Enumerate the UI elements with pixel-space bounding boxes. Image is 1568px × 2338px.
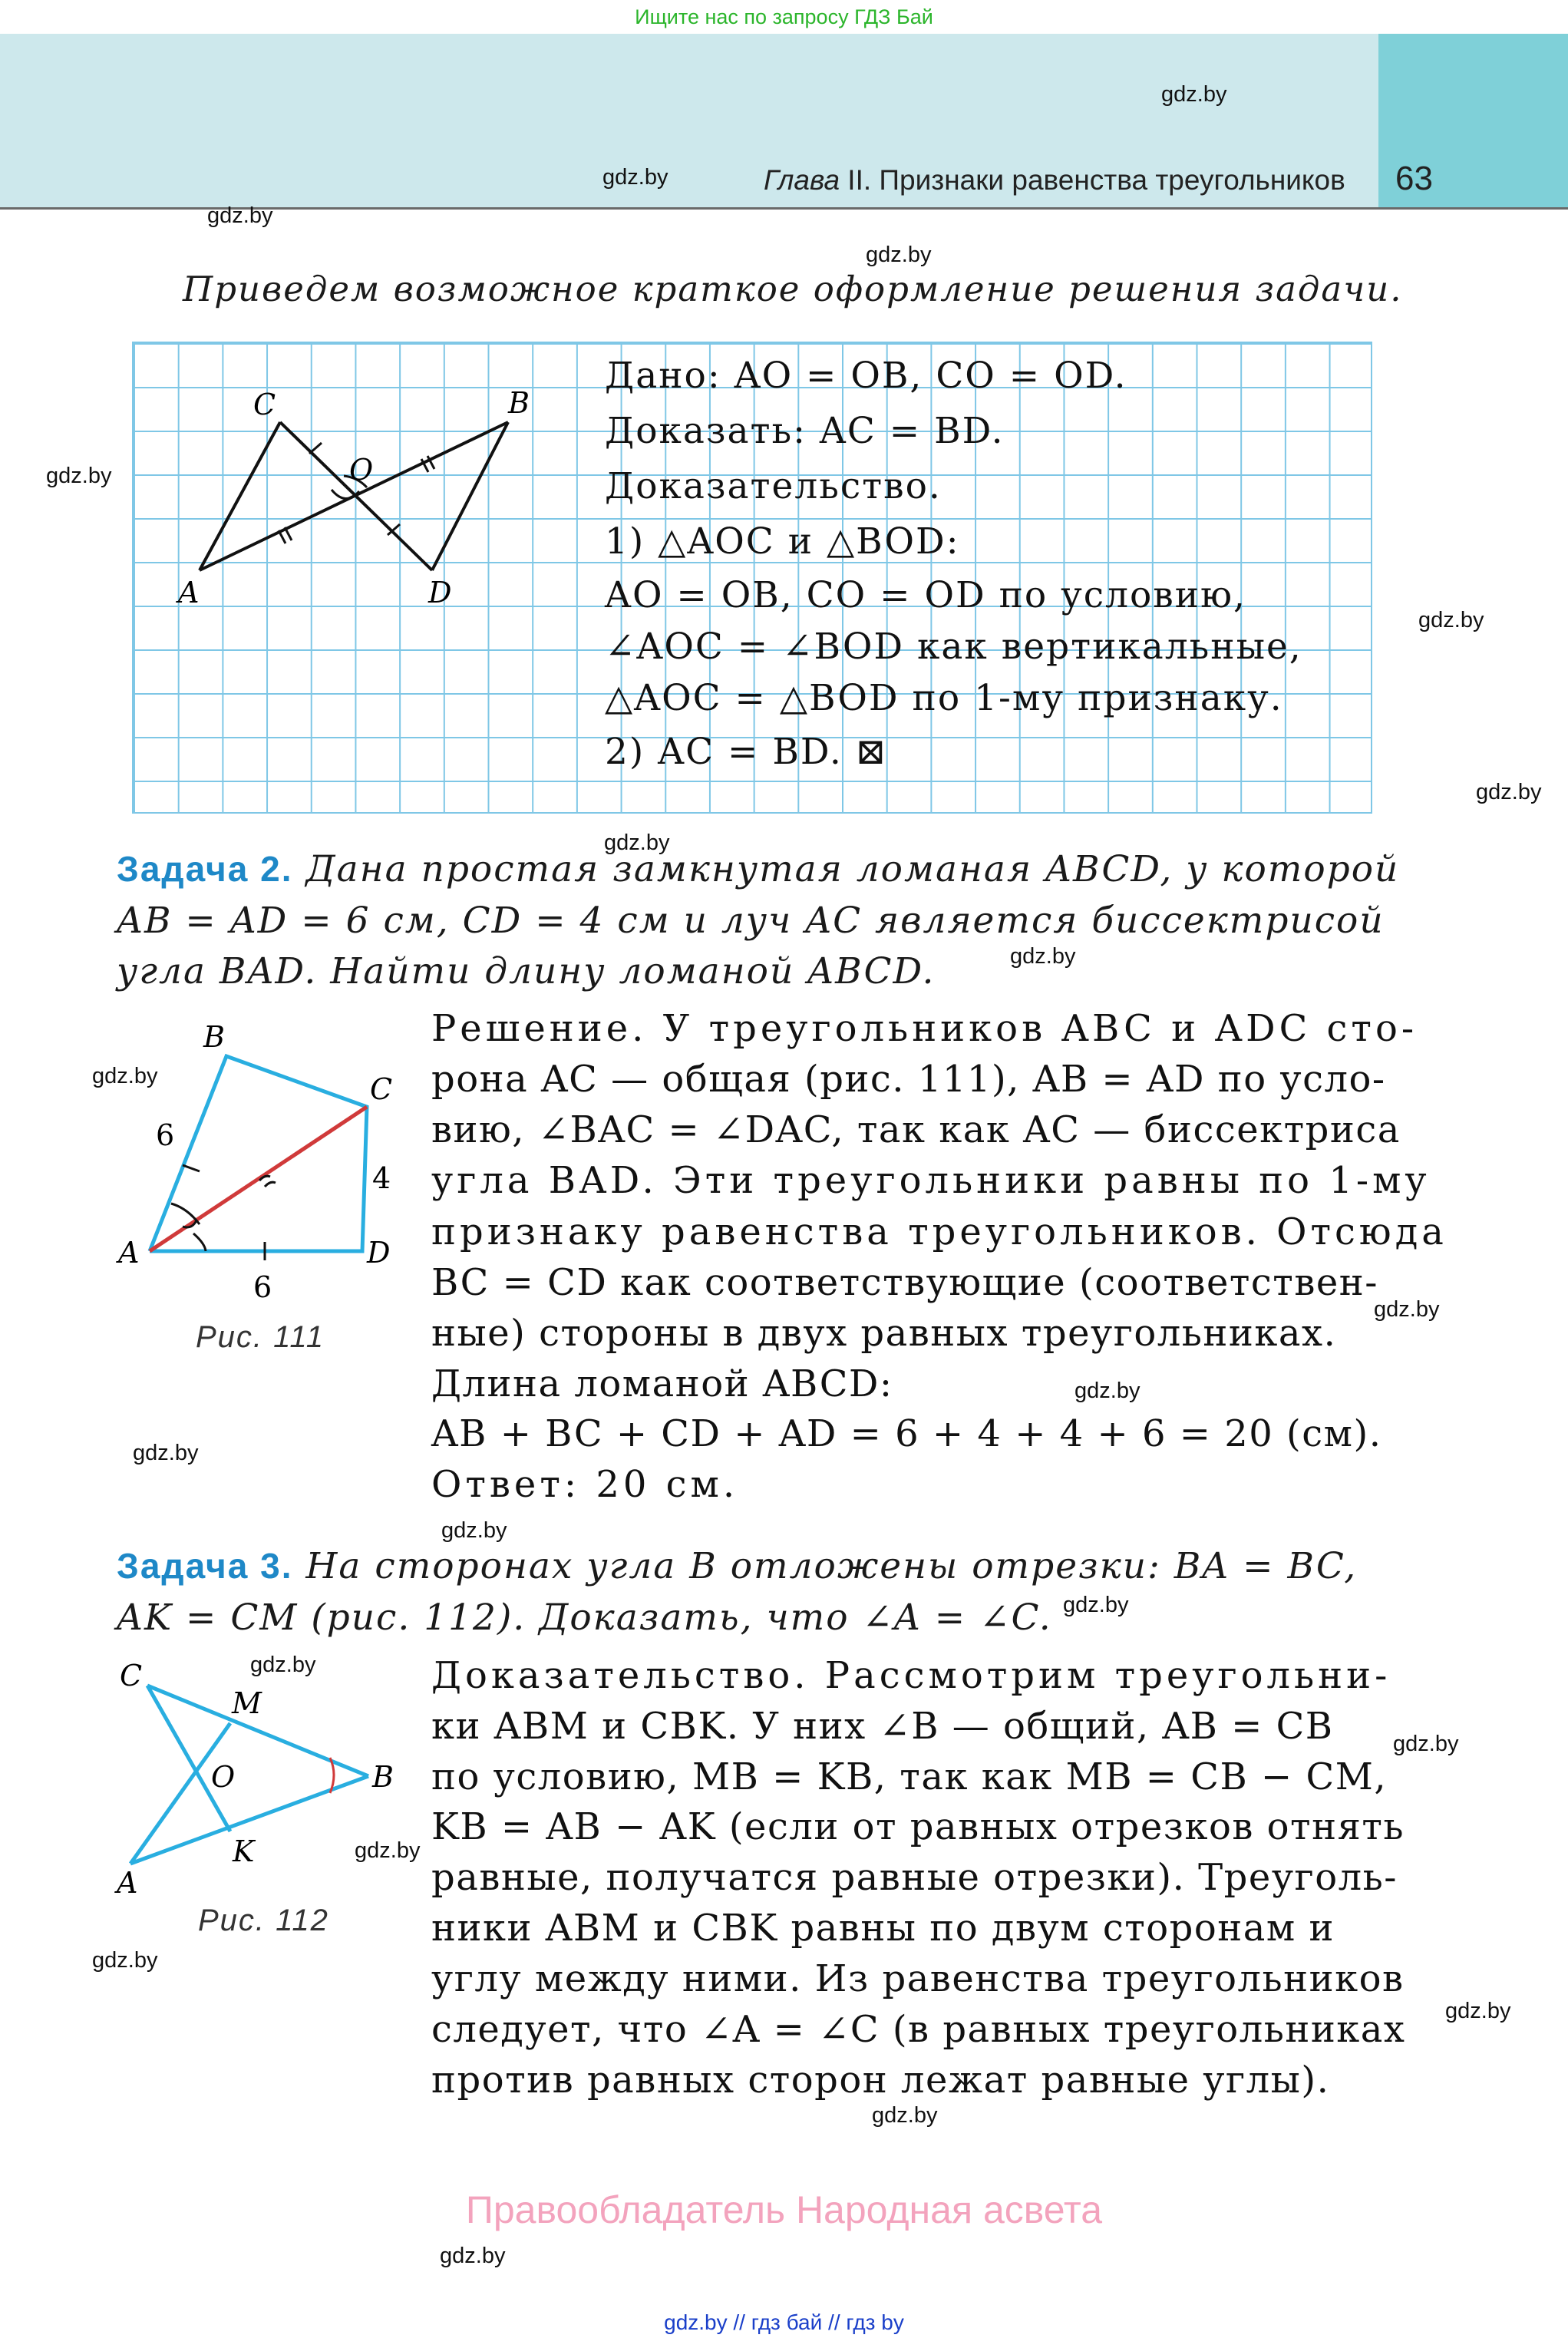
proof3-line2: ки ABM и CBK. У них ∠B — общий, AB = CB — [431, 1705, 1334, 1748]
watermark: gdz.by — [250, 1653, 316, 1677]
watermark: gdz.by — [1010, 944, 1076, 969]
label-o: O — [211, 1760, 236, 1794]
solution2-answer: Ответ: 20 см. — [431, 1463, 739, 1506]
proof3-line4: KB = AB − AK (если от равных отрезков отнять — [431, 1805, 1405, 1848]
watermark: gdz.by — [866, 243, 932, 267]
solution2-line4: угла BAD. Эти треугольники равны по 1-му — [431, 1159, 1431, 1202]
solution2-line8: Длина ломаной ABCD: — [431, 1362, 893, 1405]
watermark: gdz.by — [604, 831, 670, 855]
caption-fig-112: Рис. 112 — [198, 1904, 329, 1937]
task2-line3: угла BAD. Найти длину ломаной ABCD. — [117, 950, 936, 992]
label-c: C — [253, 388, 276, 421]
solution2-line1: Решение. У треугольников ABC и ADC сто- — [431, 1007, 1418, 1050]
task3-line1: Задача 3. На сторонах угла B отложены отрезки: BA = BC, — [117, 1545, 1358, 1587]
solution2-line9: AB + BC + CD + AD = 6 + 4 + 4 + 6 = 20 (см). — [431, 1412, 1382, 1455]
proof-step-2: 2) AC = BD. ⊠ — [605, 731, 888, 773]
segment-ck — [147, 1686, 230, 1831]
task3-title: Задача 3. — [117, 1546, 293, 1586]
copyright-notice: Правообладатель Народная асвета — [465, 2188, 1103, 2231]
segment-ac — [200, 422, 280, 570]
label-b: B — [508, 386, 530, 420]
watermark: gdz.by — [872, 2103, 938, 2128]
watermark: gdz.by — [46, 464, 112, 488]
label-d: D — [367, 1236, 391, 1270]
proof3-line8: следует, что ∠A = ∠C (в равных треугольниках — [431, 2008, 1406, 2051]
solution2-line5: признаку равенства треугольников. Отсюда — [431, 1210, 1448, 1253]
top-banner: Ищите нас по запросу ГДЗ Бай — [635, 5, 933, 28]
proof3-line7: углу между ними. Из равенства треугольников — [431, 1957, 1405, 2000]
watermark: gdz.by — [440, 2244, 506, 2268]
watermark: gdz.by — [1074, 1379, 1141, 1403]
proof3-line6: ники ABM и CBK равны по двум сторонам и — [431, 1907, 1335, 1950]
length-ad: 6 — [253, 1270, 272, 1304]
proof3-line5: равные, получатся равные отрезки). Треуголь- — [431, 1856, 1398, 1899]
watermark: gdz.by — [1063, 1593, 1129, 1617]
label-b: B — [372, 1760, 394, 1794]
proof3-line3: по условию, MB = KB, так как MB = CB − CM, — [431, 1755, 1388, 1798]
proof3-line9: против равных сторон лежат равные углы). — [431, 2059, 1330, 2102]
watermark: gdz.by — [1418, 608, 1484, 632]
label-d: D — [428, 576, 452, 609]
watermark: gdz.by — [602, 165, 668, 190]
solution2-line3: вию, ∠BAC = ∠DAC, так как AC — биссектриса — [431, 1108, 1401, 1151]
solution2-line7: ные) стороны в двух равных треугольниках. — [431, 1312, 1337, 1355]
watermark: gdz.by — [1161, 82, 1227, 107]
task2-title: Задача 2. — [117, 849, 293, 889]
figure-triangles-aoc-bod — [153, 368, 553, 622]
figure-112 — [107, 1658, 430, 1904]
label-b: B — [203, 1020, 225, 1054]
end-of-proof-icon: ⊠ — [855, 731, 888, 773]
watermark: gdz.by — [92, 1064, 158, 1088]
watermark: gdz.by — [355, 1838, 421, 1863]
watermark: gdz.by — [1374, 1297, 1440, 1322]
watermark: gdz.by — [1476, 780, 1542, 804]
proof-step-1c: △AOC = △BOD по 1-му признаку. — [605, 677, 1283, 719]
caption-fig-111: Рис. 111 — [196, 1320, 325, 1354]
proof-heading: Доказательство. — [605, 465, 942, 507]
label-a: A — [178, 576, 200, 609]
diagonal-ac — [150, 1107, 367, 1251]
label-c: C — [120, 1659, 143, 1692]
label-k: K — [233, 1834, 255, 1868]
page-number: 63 — [1395, 160, 1433, 197]
task3-line2: AK = CM (рис. 112). Доказать, что ∠A = ∠C. — [117, 1597, 1052, 1639]
chapter-title: Глава II. Признаки равенства треугольников — [764, 164, 1345, 196]
segment-bd — [432, 422, 508, 570]
task2-line1: Задача 2. Дана простая замкнутая ломаная ABCD, у которой — [117, 848, 1400, 890]
watermark: gdz.by — [133, 1441, 199, 1465]
label-a: A — [117, 1866, 138, 1900]
polyline-abcd — [150, 1056, 367, 1251]
given-line: Дано: AO = OB, CO = OD. — [605, 355, 1127, 397]
solution2-line2: рона AC — общая (рис. 111), AB = AD по усло- — [431, 1058, 1386, 1101]
figure-111 — [107, 1013, 430, 1305]
label-o: O — [349, 453, 374, 487]
watermark: gdz.by — [92, 1948, 158, 1973]
label-m: M — [232, 1686, 262, 1720]
watermark: gdz.by — [1393, 1732, 1459, 1756]
length-cd: 4 — [372, 1161, 391, 1195]
label-c: C — [370, 1072, 393, 1106]
task2-line2: AB = AD = 6 см, CD = 4 см и луч AC является биссектрисой — [117, 900, 1385, 942]
watermark: gdz.by — [1445, 1999, 1511, 2023]
proof3-line1: Доказательство. Рассмотрим треугольни- — [431, 1654, 1391, 1697]
proof-step-1: 1) △AOC и △BOD: — [605, 520, 960, 563]
intro-text: Приведем возможное краткое оформление решения задачи. — [183, 269, 1403, 309]
length-ab: 6 — [156, 1118, 175, 1152]
prove-line: Доказать: AC = BD. — [605, 410, 1005, 452]
proof-step-1a: AO = OB, CO = OD по условию, — [605, 574, 1246, 616]
watermark: gdz.by — [441, 1518, 507, 1543]
label-a: A — [118, 1236, 140, 1270]
solution2-line6: BC = CD как соответствующие (соответствен- — [431, 1261, 1378, 1304]
proof-step-1b: ∠AOC = ∠BOD как вертикальные, — [605, 626, 1302, 668]
watermark: gdz.by — [207, 203, 273, 228]
footer-links: gdz.by // гдз бай // гдз by — [664, 2310, 904, 2334]
